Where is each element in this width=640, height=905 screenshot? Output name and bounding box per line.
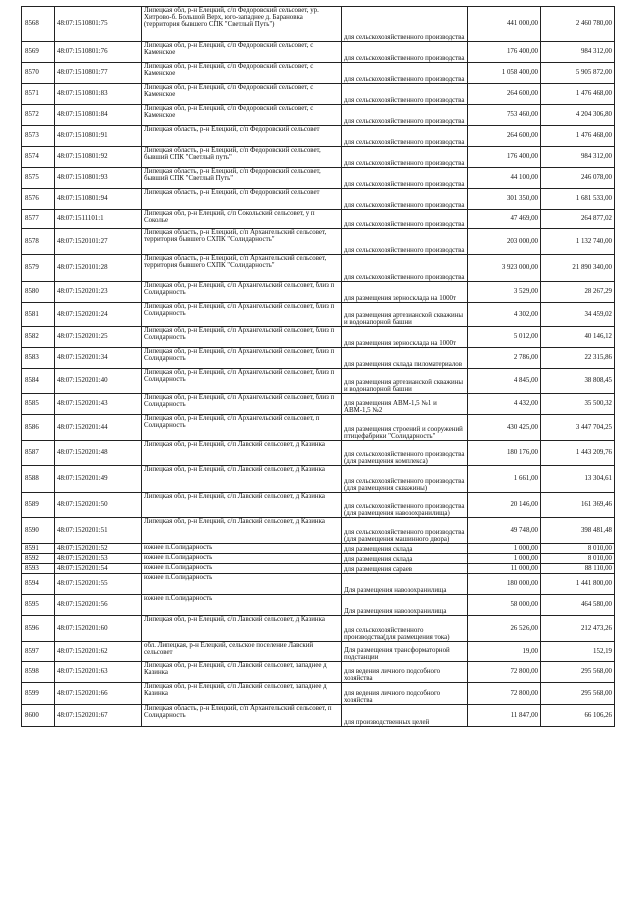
cadastral-value-cell: 66 106,26 (541, 705, 615, 727)
cadastral-value-cell: 1 443 209,76 (541, 441, 615, 466)
address-cell: Липецкая обл, р-н Елецкий, с/п Лавский сельсовет, западнее д Казинка (142, 662, 342, 683)
table-row (22, 441, 615, 466)
cadastral-value-cell: 28 267,29 (541, 282, 615, 303)
row-number-cell: 8579 (22, 255, 55, 282)
area-cell: 264 600,00 (468, 84, 541, 105)
cadastral-number-cell: 48:07:1520201:43 (55, 394, 142, 415)
permitted-use-cell: Для размещения навозохранилища (342, 574, 468, 595)
row-number-cell: 8597 (22, 642, 55, 662)
address-cell: Липецкая обл, р-н Елецкий, с/п Лавский сельсовет, д Казинка (142, 466, 342, 493)
area-cell: 1 661,00 (468, 466, 541, 493)
row-number-cell: 8577 (22, 210, 55, 229)
address-cell: обл. Липецкая, р-н Елецкий, сельское поселение Лавский сельсовет (142, 642, 342, 662)
area-cell: 180 000,00 (468, 574, 541, 595)
area-cell: 203 000,00 (468, 229, 541, 255)
cadastral-number-cell: 48:07:1520201:63 (55, 662, 142, 683)
cadastral-number-cell: 48:07:1520101:27 (55, 229, 142, 255)
table-row (22, 705, 615, 727)
permitted-use-cell: для сельскохозяйственного производства (342, 7, 468, 42)
table-row (22, 415, 615, 441)
address-cell: Липецкая обл, р-н Елецкий, с/п Федоровский сельсовет, ур. Хитрово-б. Большой Верх, юго-западнее д. Барановка (территория бывшего СПК "Светлый Путь") (142, 7, 342, 42)
cadastral-value-cell: 21 890 340,00 (541, 255, 615, 282)
table-row (22, 105, 615, 126)
cadastral-value-cell: 984 312,00 (541, 42, 615, 63)
table-row (22, 544, 615, 554)
row-number-cell: 8573 (22, 126, 55, 147)
table-row (22, 642, 615, 662)
address-cell: Липецкая обл, р-н Елецкий, с/п Лавский сельсовет, д Казинка (142, 616, 342, 642)
area-cell: 72 800,00 (468, 662, 541, 683)
area-cell: 301 350,00 (468, 189, 541, 210)
area-cell: 26 526,00 (468, 616, 541, 642)
cadastral-value-cell: 8 010,00 (541, 544, 615, 554)
row-number-cell: 8592 (22, 554, 55, 564)
cadastral-number-cell: 48:07:1520201:52 (55, 544, 142, 554)
area-cell: 430 425,00 (468, 415, 541, 441)
cadastral-value-cell: 152,19 (541, 642, 615, 662)
table-row (22, 574, 615, 595)
area-cell: 44 100,00 (468, 168, 541, 189)
area-cell: 3 529,00 (468, 282, 541, 303)
cadastral-number-cell: 48:07:1520201:25 (55, 327, 142, 348)
area-cell: 1 000,00 (468, 554, 541, 564)
cadastral-number-cell: 48:07:1510801:84 (55, 105, 142, 126)
permitted-use-cell: для размещения зерносклада на 1000т (342, 282, 468, 303)
cadastral-value-cell: 2 460 780,00 (541, 7, 615, 42)
address-cell: южнее п.Солидарность (142, 554, 342, 564)
cadastral-value-cell: 1 132 740,00 (541, 229, 615, 255)
permitted-use-cell: для размещения АВМ-1,5 №1 и АВМ-1,5 №2 (342, 394, 468, 415)
row-number-cell: 8595 (22, 595, 55, 616)
permitted-use-cell: для сельскохозяйственного производства (342, 168, 468, 189)
table-row (22, 595, 615, 616)
table-row (22, 7, 615, 42)
cadastral-value-cell: 40 146,12 (541, 327, 615, 348)
address-cell: южнее п.Солидарность (142, 544, 342, 554)
cadastral-number-cell: 48:07:1510801:76 (55, 42, 142, 63)
table-row (22, 369, 615, 394)
table-row (22, 303, 615, 327)
area-cell: 47 469,00 (468, 210, 541, 229)
permitted-use-cell: для сельскохозяйственного производства (342, 189, 468, 210)
cadastral-value-cell: 88 110,00 (541, 564, 615, 574)
row-number-cell: 8574 (22, 147, 55, 168)
cadastral-value-cell: 1 476 468,00 (541, 126, 615, 147)
area-cell: 58 000,00 (468, 595, 541, 616)
area-cell: 1 000,00 (468, 544, 541, 554)
row-number-cell: 8600 (22, 705, 55, 727)
cadastral-value-cell: 38 808,45 (541, 369, 615, 394)
address-cell: Липецкая обл, р-н Елецкий, с/п Лавский сельсовет, д Казинка (142, 518, 342, 544)
land-plots-table (21, 6, 615, 727)
cadastral-value-cell: 1 476 468,00 (541, 84, 615, 105)
address-cell: Липецкая обл, р-н Елецкий, с/п Архангельский сельсовет, близ п Солидарность (142, 348, 342, 369)
cadastral-number-cell: 48:07:1520201:67 (55, 705, 142, 727)
permitted-use-cell: для сельскохозяйственного производства (342, 255, 468, 282)
cadastral-value-cell: 295 568,00 (541, 683, 615, 705)
permitted-use-cell: для сельскохозяйственного производства (для размещения навозохранилища) (342, 493, 468, 518)
table-row (22, 327, 615, 348)
area-cell: 19,00 (468, 642, 541, 662)
table-row (22, 42, 615, 63)
address-cell: Липецкая область, р-н Елецкий, с/п Архангельский сельсовет, п Солидарность (142, 705, 342, 727)
area-cell: 4 302,00 (468, 303, 541, 327)
row-number-cell: 8569 (22, 42, 55, 63)
permitted-use-cell: для сельскохозяйственного производства(для размещения тока) (342, 616, 468, 642)
cadastral-number-cell: 48:07:1520201:56 (55, 595, 142, 616)
cadastral-number-cell: 48:07:1510801:75 (55, 7, 142, 42)
cadastral-value-cell: 1 441 800,00 (541, 574, 615, 595)
cadastral-number-cell: 48:07:1510801:93 (55, 168, 142, 189)
cadastral-value-cell: 35 500,32 (541, 394, 615, 415)
row-number-cell: 8571 (22, 84, 55, 105)
permitted-use-cell: для сельскохозяйственного производства (342, 210, 468, 229)
area-cell: 753 460,00 (468, 105, 541, 126)
address-cell: южнее п.Солидарность (142, 595, 342, 616)
table-row (22, 564, 615, 574)
cadastral-number-cell: 48:07:1520201:23 (55, 282, 142, 303)
row-number-cell: 8580 (22, 282, 55, 303)
address-cell: Липецкая обл, р-н Елецкий, с/п Архангельский сельсовет, близ п Солидарность (142, 394, 342, 415)
permitted-use-cell: для сельскохозяйственного производства (342, 126, 468, 147)
cadastral-number-cell: 48:07:1520201:40 (55, 369, 142, 394)
address-cell: Липецкая обл, р-н Елецкий, с/п Федоровский сельсовет, с Каменское (142, 42, 342, 63)
table-row (22, 466, 615, 493)
area-cell: 176 400,00 (468, 147, 541, 168)
row-number-cell: 8589 (22, 493, 55, 518)
cadastral-value-cell: 464 580,00 (541, 595, 615, 616)
row-number-cell: 8583 (22, 348, 55, 369)
table-row (22, 189, 615, 210)
area-cell: 264 600,00 (468, 126, 541, 147)
address-cell: Липецкая обл, р-н Елецкий, с/п Архангельский сельсовет, близ п Солидарность (142, 282, 342, 303)
row-number-cell: 8596 (22, 616, 55, 642)
table-row (22, 63, 615, 84)
cadastral-value-cell: 161 369,46 (541, 493, 615, 518)
cadastral-number-cell: 48:07:1510801:94 (55, 189, 142, 210)
area-cell: 11 000,00 (468, 564, 541, 574)
row-number-cell: 8593 (22, 564, 55, 574)
address-cell: Липецкая обл, р-н Елецкий, с/п Архангельский сельсовет, близ п Солидарность (142, 303, 342, 327)
cadastral-number-cell: 48:07:1520201:54 (55, 564, 142, 574)
area-cell: 4 845,00 (468, 369, 541, 394)
table-body (22, 7, 615, 727)
table-row (22, 168, 615, 189)
address-cell: Липецкая область, р-н Елецкий, с/п Архангельский сельсовет, территория бывшего СХПК "Солидарность" (142, 255, 342, 282)
row-number-cell: 8576 (22, 189, 55, 210)
address-cell: Липецкая область, р-н Елецкий, с/п Федоровский сельсовет (142, 189, 342, 210)
area-cell: 5 012,00 (468, 327, 541, 348)
cadastral-number-cell: 48:07:1520201:50 (55, 493, 142, 518)
address-cell: Липецкая обл, р-н Елецкий, с/п Лавский сельсовет, западнее д Казинка (142, 683, 342, 705)
table-row (22, 229, 615, 255)
cadastral-value-cell: 34 459,02 (541, 303, 615, 327)
row-number-cell: 8591 (22, 544, 55, 554)
permitted-use-cell: Для размещения трансформаторной подстанции (342, 642, 468, 662)
table-row (22, 84, 615, 105)
area-cell: 180 176,00 (468, 441, 541, 466)
permitted-use-cell: для сельскохозяйственного производства (342, 42, 468, 63)
area-cell: 72 800,00 (468, 683, 541, 705)
row-number-cell: 8568 (22, 7, 55, 42)
cadastral-value-cell: 398 481,48 (541, 518, 615, 544)
cadastral-value-cell: 984 312,00 (541, 147, 615, 168)
address-cell: Липецкая обл, р-н Елецкий, с/п Архангельский сельсовет, п Солидарность (142, 415, 342, 441)
cadastral-number-cell: 48:07:1520201:53 (55, 554, 142, 564)
address-cell: Липецкая область, р-н Елецкий, с/п Федоровский сельсовет, бывший СПК "Светлый путь" (142, 147, 342, 168)
permitted-use-cell: для ведения личного подсобного хозяйства (342, 662, 468, 683)
cadastral-number-cell: 48:07:1520201:51 (55, 518, 142, 544)
table-row (22, 126, 615, 147)
address-cell: Липецкая область, р-н Елецкий, с/п Федоровский сельсовет (142, 126, 342, 147)
row-number-cell: 8588 (22, 466, 55, 493)
area-cell: 20 146,00 (468, 493, 541, 518)
row-number-cell: 8575 (22, 168, 55, 189)
cadastral-number-cell: 48:07:1510801:83 (55, 84, 142, 105)
address-cell: Липецкая обл, р-н Елецкий, с/п Федоровский сельсовет, с Каменское (142, 84, 342, 105)
area-cell: 1 058 400,00 (468, 63, 541, 84)
permitted-use-cell: для размещения зерносклада на 1000т (342, 327, 468, 348)
address-cell: Липецкая обл, р-н Елецкий, с/п Лавский сельсовет, д Казинка (142, 441, 342, 466)
row-number-cell: 8584 (22, 369, 55, 394)
cadastral-number-cell: 48:07:1510801:92 (55, 147, 142, 168)
row-number-cell: 8581 (22, 303, 55, 327)
table-row (22, 255, 615, 282)
address-cell: Липецкая обл, р-н Елецкий, с/п Архангельский сельсовет, близ п Солидарность (142, 327, 342, 348)
permitted-use-cell: для размещения склада (342, 554, 468, 564)
row-number-cell: 8570 (22, 63, 55, 84)
permitted-use-cell: для сельскохозяйственного производства (для размещения машинного двора) (342, 518, 468, 544)
table-row (22, 662, 615, 683)
row-number-cell: 8582 (22, 327, 55, 348)
address-cell: Липецкая обл, р-н Елецкий, с/п Архангельский сельсовет, близ п Солидарность (142, 369, 342, 394)
permitted-use-cell: для сельскохозяйственного производства (342, 84, 468, 105)
permitted-use-cell: Для размещения навозохранилища (342, 595, 468, 616)
table-row (22, 683, 615, 705)
address-cell: Липецкая обл, р-н Елецкий, с/п Федоровский сельсовет, с Каменское (142, 105, 342, 126)
cadastral-number-cell: 48:07:1520201:34 (55, 348, 142, 369)
area-cell: 176 400,00 (468, 42, 541, 63)
table-row (22, 348, 615, 369)
row-number-cell: 8585 (22, 394, 55, 415)
cadastral-number-cell: 48:07:1510801:77 (55, 63, 142, 84)
cadastral-value-cell: 264 877,02 (541, 210, 615, 229)
row-number-cell: 8578 (22, 229, 55, 255)
table-row (22, 394, 615, 415)
row-number-cell: 8572 (22, 105, 55, 126)
address-cell: южнее п.Солидарность (142, 574, 342, 595)
table-row (22, 554, 615, 564)
cadastral-value-cell: 3 447 704,25 (541, 415, 615, 441)
cadastral-number-cell: 48:07:1510801:91 (55, 126, 142, 147)
table-row (22, 518, 615, 544)
permitted-use-cell: для производственных целей (342, 705, 468, 727)
area-cell: 3 923 000,00 (468, 255, 541, 282)
area-cell: 11 847,00 (468, 705, 541, 727)
cadastral-number-cell: 48:07:1520201:60 (55, 616, 142, 642)
cadastral-value-cell: 212 473,26 (541, 616, 615, 642)
row-number-cell: 8598 (22, 662, 55, 683)
area-cell: 4 432,00 (468, 394, 541, 415)
cadastral-number-cell: 48:07:1520201:66 (55, 683, 142, 705)
area-cell: 441 000,00 (468, 7, 541, 42)
cadastral-value-cell: 22 315,86 (541, 348, 615, 369)
area-cell: 2 786,00 (468, 348, 541, 369)
permitted-use-cell: для ведения личного подсобного хозяйства (342, 683, 468, 705)
cadastral-number-cell: 48:07:1520201:24 (55, 303, 142, 327)
cadastral-number-cell: 48:07:1520101:28 (55, 255, 142, 282)
row-number-cell: 8594 (22, 574, 55, 595)
cadastral-number-cell: 48:07:1520201:48 (55, 441, 142, 466)
row-number-cell: 8599 (22, 683, 55, 705)
table-row (22, 210, 615, 229)
address-cell: Липецкая обл, р-н Елецкий, с/п Сокольский сельсовет, у п Соколье (142, 210, 342, 229)
cadastral-number-cell: 48:07:1520201:44 (55, 415, 142, 441)
permitted-use-cell: для сельскохозяйственного производства (для размещения скважины) (342, 466, 468, 493)
permitted-use-cell: для сельскохозяйственного производства (342, 229, 468, 255)
row-number-cell: 8587 (22, 441, 55, 466)
permitted-use-cell: для размещения артезианской скважины и водонапорной башни (342, 369, 468, 394)
area-cell: 49 748,00 (468, 518, 541, 544)
permitted-use-cell: для размещения сараев (342, 564, 468, 574)
address-cell: Липецкая обл, р-н Елецкий, с/п Федоровский сельсовет, с Каменское (142, 63, 342, 84)
cadastral-number-cell: 48:07:1520201:49 (55, 466, 142, 493)
cadastral-value-cell: 246 078,00 (541, 168, 615, 189)
permitted-use-cell: для сельскохозяйственного производства (342, 147, 468, 168)
address-cell: южнее п.Солидарность (142, 564, 342, 574)
address-cell: Липецкая область, р-н Елецкий, с/п Архангельский сельсовет, территория бывшего СХПК "Солидарность" (142, 229, 342, 255)
cadastral-value-cell: 8 010,00 (541, 554, 615, 564)
row-number-cell: 8590 (22, 518, 55, 544)
cadastral-value-cell: 295 568,00 (541, 662, 615, 683)
cadastral-value-cell: 13 304,61 (541, 466, 615, 493)
table-row (22, 282, 615, 303)
permitted-use-cell: для размещения склада пиломатериалов (342, 348, 468, 369)
row-number-cell: 8586 (22, 415, 55, 441)
cadastral-number-cell: 48:07:1511101:1 (55, 210, 142, 229)
permitted-use-cell: для сельскохозяйственного производства (342, 63, 468, 84)
cadastral-value-cell: 5 905 872,00 (541, 63, 615, 84)
permitted-use-cell: для размещения артезианской скважины и водонапорной башни (342, 303, 468, 327)
table-row (22, 616, 615, 642)
cadastral-number-cell: 48:07:1520201:62 (55, 642, 142, 662)
table-row (22, 493, 615, 518)
table-row (22, 147, 615, 168)
address-cell: Липецкая область, р-н Елецкий, с/п Федоровский сельсовет, бывший СПК "Светлый Путь" (142, 168, 342, 189)
permitted-use-cell: для размещения строений и сооружений птицефабрики "Солидарность" (342, 415, 468, 441)
cadastral-value-cell: 4 204 306,80 (541, 105, 615, 126)
document-page (21, 6, 615, 727)
cadastral-value-cell: 1 681 533,00 (541, 189, 615, 210)
cadastral-number-cell: 48:07:1520201:55 (55, 574, 142, 595)
address-cell: Липецкая обл, р-н Елецкий, с/п Лавский сельсовет, д Казинка (142, 493, 342, 518)
permitted-use-cell: для размещения склада (342, 544, 468, 554)
permitted-use-cell: для сельскохозяйственного производства (для размещения комплекса) (342, 441, 468, 466)
permitted-use-cell: для сельскохозяйственного производства (342, 105, 468, 126)
